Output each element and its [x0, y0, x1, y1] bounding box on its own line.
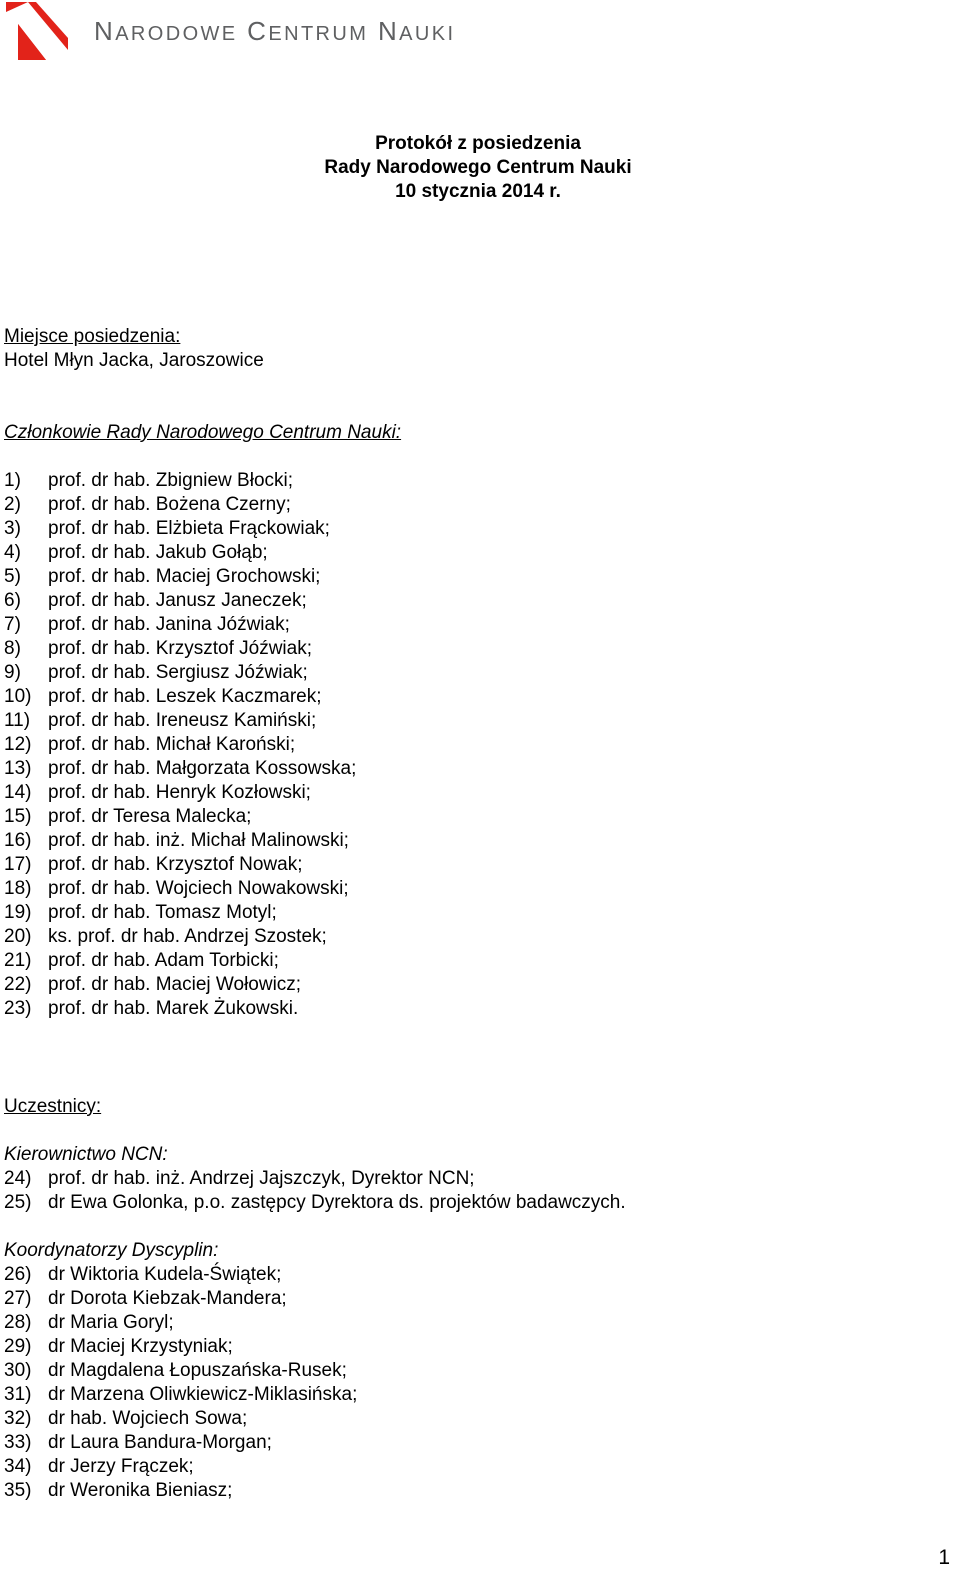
list-item — [4, 661, 356, 685]
list-item — [4, 901, 356, 925]
list-item — [4, 949, 356, 973]
list-item — [4, 709, 356, 733]
list-item-name: dr Laura Bandura-Morgan; — [48, 1432, 272, 1453]
list-item — [4, 589, 356, 613]
list-item — [4, 1263, 357, 1287]
list-item — [4, 1431, 357, 1455]
list-item-name: prof. dr hab. Krzysztof Jóźwiak; — [48, 638, 312, 659]
list-item — [4, 973, 356, 997]
list-item — [4, 493, 356, 517]
page-number: 1 — [938, 1546, 950, 1569]
list-item — [4, 1455, 357, 1479]
list-item — [4, 613, 356, 637]
list-item — [4, 685, 356, 709]
list-item — [4, 829, 356, 853]
list-item-name: prof. dr hab. Ireneusz Kamiński; — [48, 710, 317, 731]
list-item-name: ks. prof. dr hab. Andrzej Szostek; — [48, 926, 327, 947]
list-item — [4, 805, 356, 829]
list-item-name: prof. dr hab. Leszek Kaczmarek; — [48, 686, 322, 707]
list-item-number: 20) — [4, 926, 32, 947]
list-item-name: dr Marzena Oliwkiewicz-Miklasińska; — [48, 1384, 358, 1405]
list-item-number: 19) — [4, 902, 32, 923]
list-item — [4, 733, 356, 757]
list-item — [4, 1191, 626, 1215]
title-line-1: Protokół z posiedzenia — [375, 133, 581, 154]
list-item-number: 2) — [4, 494, 21, 515]
coordinators-list — [4, 1263, 357, 1503]
list-item-number: 22) — [4, 974, 32, 995]
list-item-name: prof. dr hab. Elżbieta Frąckowiak; — [48, 518, 330, 539]
list-item-name: prof. dr hab. Wojciech Nowakowski; — [48, 878, 349, 899]
ncn-logo-icon — [6, 2, 68, 60]
list-item-name: prof. dr hab. Zbigniew Błocki; — [48, 470, 294, 491]
location-label: Miejsce posiedzenia: — [4, 326, 181, 347]
list-item-name: prof. dr hab. Henryk Kozłowski; — [48, 782, 311, 803]
list-item-number: 28) — [4, 1312, 32, 1333]
list-item — [4, 637, 356, 661]
location-value: Hotel Młyn Jacka, Jaroszowice — [4, 350, 264, 371]
members-heading: Członkowie Rady Narodowego Centrum Nauki: — [4, 422, 402, 443]
management-heading: Kierownictwo NCN: — [4, 1144, 168, 1165]
title-line-2: Rady Narodowego Centrum Nauki — [324, 157, 632, 178]
participants-heading: Uczestnicy: — [4, 1096, 102, 1117]
list-item — [4, 1359, 357, 1383]
list-item-number: 9) — [4, 662, 21, 683]
list-item-number: 7) — [4, 614, 21, 635]
list-item-number: 30) — [4, 1360, 32, 1381]
list-item-number: 35) — [4, 1480, 32, 1501]
list-item-number: 16) — [4, 830, 32, 851]
list-item-number: 31) — [4, 1384, 32, 1405]
list-item-number: 17) — [4, 854, 32, 875]
list-item-name: dr Ewa Golonka, p.o. zastępcy Dyrektora ds. projektów badawczych. — [48, 1192, 626, 1213]
list-item-number: 11) — [4, 710, 31, 731]
list-item — [4, 469, 356, 493]
list-item-number: 14) — [4, 782, 32, 803]
management-list — [4, 1167, 626, 1215]
list-item-number: 4) — [4, 542, 21, 563]
list-item — [4, 541, 356, 565]
list-item — [4, 1407, 357, 1431]
document-header — [6, 2, 606, 62]
list-item-name: dr hab. Wojciech Sowa; — [48, 1408, 248, 1429]
list-item-number: 32) — [4, 1408, 32, 1429]
list-item-name: dr Dorota Kiebzak-Mandera; — [48, 1288, 287, 1309]
list-item — [4, 757, 356, 781]
list-item-number: 3) — [4, 518, 21, 539]
list-item-name: dr Maciej Krzystyniak; — [48, 1336, 233, 1357]
list-item-number: 33) — [4, 1432, 32, 1453]
list-item-number: 6) — [4, 590, 21, 611]
document-title — [0, 132, 956, 204]
list-item — [4, 1335, 357, 1359]
list-item-name: prof. dr hab. Janina Jóźwiak; — [48, 614, 290, 635]
list-item-name: prof. dr hab. Bożena Czerny; — [48, 494, 291, 515]
list-item — [4, 517, 356, 541]
list-item — [4, 1383, 357, 1407]
list-item-name: dr Magdalena Łopuszańska-Rusek; — [48, 1360, 347, 1381]
list-item-name: prof. dr hab. Tomasz Motyl; — [48, 902, 277, 923]
list-item — [4, 925, 356, 949]
list-item-name: prof. dr hab. Sergiusz Jóźwiak; — [48, 662, 308, 683]
list-item-number: 10) — [4, 686, 32, 707]
list-item — [4, 877, 356, 901]
list-item-number: 26) — [4, 1264, 32, 1285]
list-item-name: prof. dr hab. Michał Karoński; — [48, 734, 296, 755]
members-list — [4, 469, 356, 1021]
list-item-name: dr Jerzy Frączek; — [48, 1456, 194, 1477]
list-item-name: prof. dr hab. inż. Michał Malinowski; — [48, 830, 349, 851]
list-item-number: 15) — [4, 806, 32, 827]
list-item-number: 21) — [4, 950, 32, 971]
list-item-name: prof. dr Teresa Malecka; — [48, 806, 252, 827]
list-item — [4, 1311, 357, 1335]
list-item-number: 23) — [4, 998, 32, 1019]
list-item-name: dr Wiktoria Kudela-Świątek; — [48, 1264, 282, 1285]
list-item — [4, 1287, 357, 1311]
list-item-number: 25) — [4, 1192, 32, 1213]
list-item — [4, 1479, 357, 1503]
list-item-name: prof. dr hab. inż. Andrzej Jajszczyk, Dyrektor NCN; — [48, 1168, 475, 1189]
list-item-number: 8) — [4, 638, 21, 659]
list-item-name: prof. dr hab. Krzysztof Nowak; — [48, 854, 303, 875]
list-item — [4, 853, 356, 877]
coordinators-heading: Koordynatorzy Dyscyplin: — [4, 1240, 219, 1261]
list-item-name: dr Weronika Bieniasz; — [48, 1480, 233, 1501]
list-item — [4, 997, 356, 1021]
list-item-number: 5) — [4, 566, 21, 587]
list-item-number: 13) — [4, 758, 32, 779]
list-item-number: 27) — [4, 1288, 32, 1309]
list-item-number: 12) — [4, 734, 32, 755]
list-item-number: 1) — [4, 470, 21, 491]
list-item-name: dr Maria Goryl; — [48, 1312, 174, 1333]
list-item — [4, 1167, 626, 1191]
list-item-number: 18) — [4, 878, 32, 899]
list-item-name: prof. dr hab. Marek Żukowski. — [48, 998, 299, 1019]
list-item — [4, 565, 356, 589]
list-item-number: 24) — [4, 1168, 32, 1189]
organization-name: NARODOWE CENTRUM NAUKI — [94, 16, 456, 46]
list-item-number: 29) — [4, 1336, 32, 1357]
title-line-3: 10 stycznia 2014 r. — [395, 181, 561, 202]
list-item-name: prof. dr hab. Maciej Wołowicz; — [48, 974, 302, 995]
list-item-name: prof. dr hab. Maciej Grochowski; — [48, 566, 321, 587]
list-item-name: prof. dr hab. Małgorzata Kossowska; — [48, 758, 357, 779]
list-item-name: prof. dr hab. Jakub Gołąb; — [48, 542, 268, 563]
list-item-number: 34) — [4, 1456, 32, 1477]
list-item-name: prof. dr hab. Adam Torbicki; — [48, 950, 279, 971]
list-item — [4, 781, 356, 805]
list-item-name: prof. dr hab. Janusz Janeczek; — [48, 590, 307, 611]
